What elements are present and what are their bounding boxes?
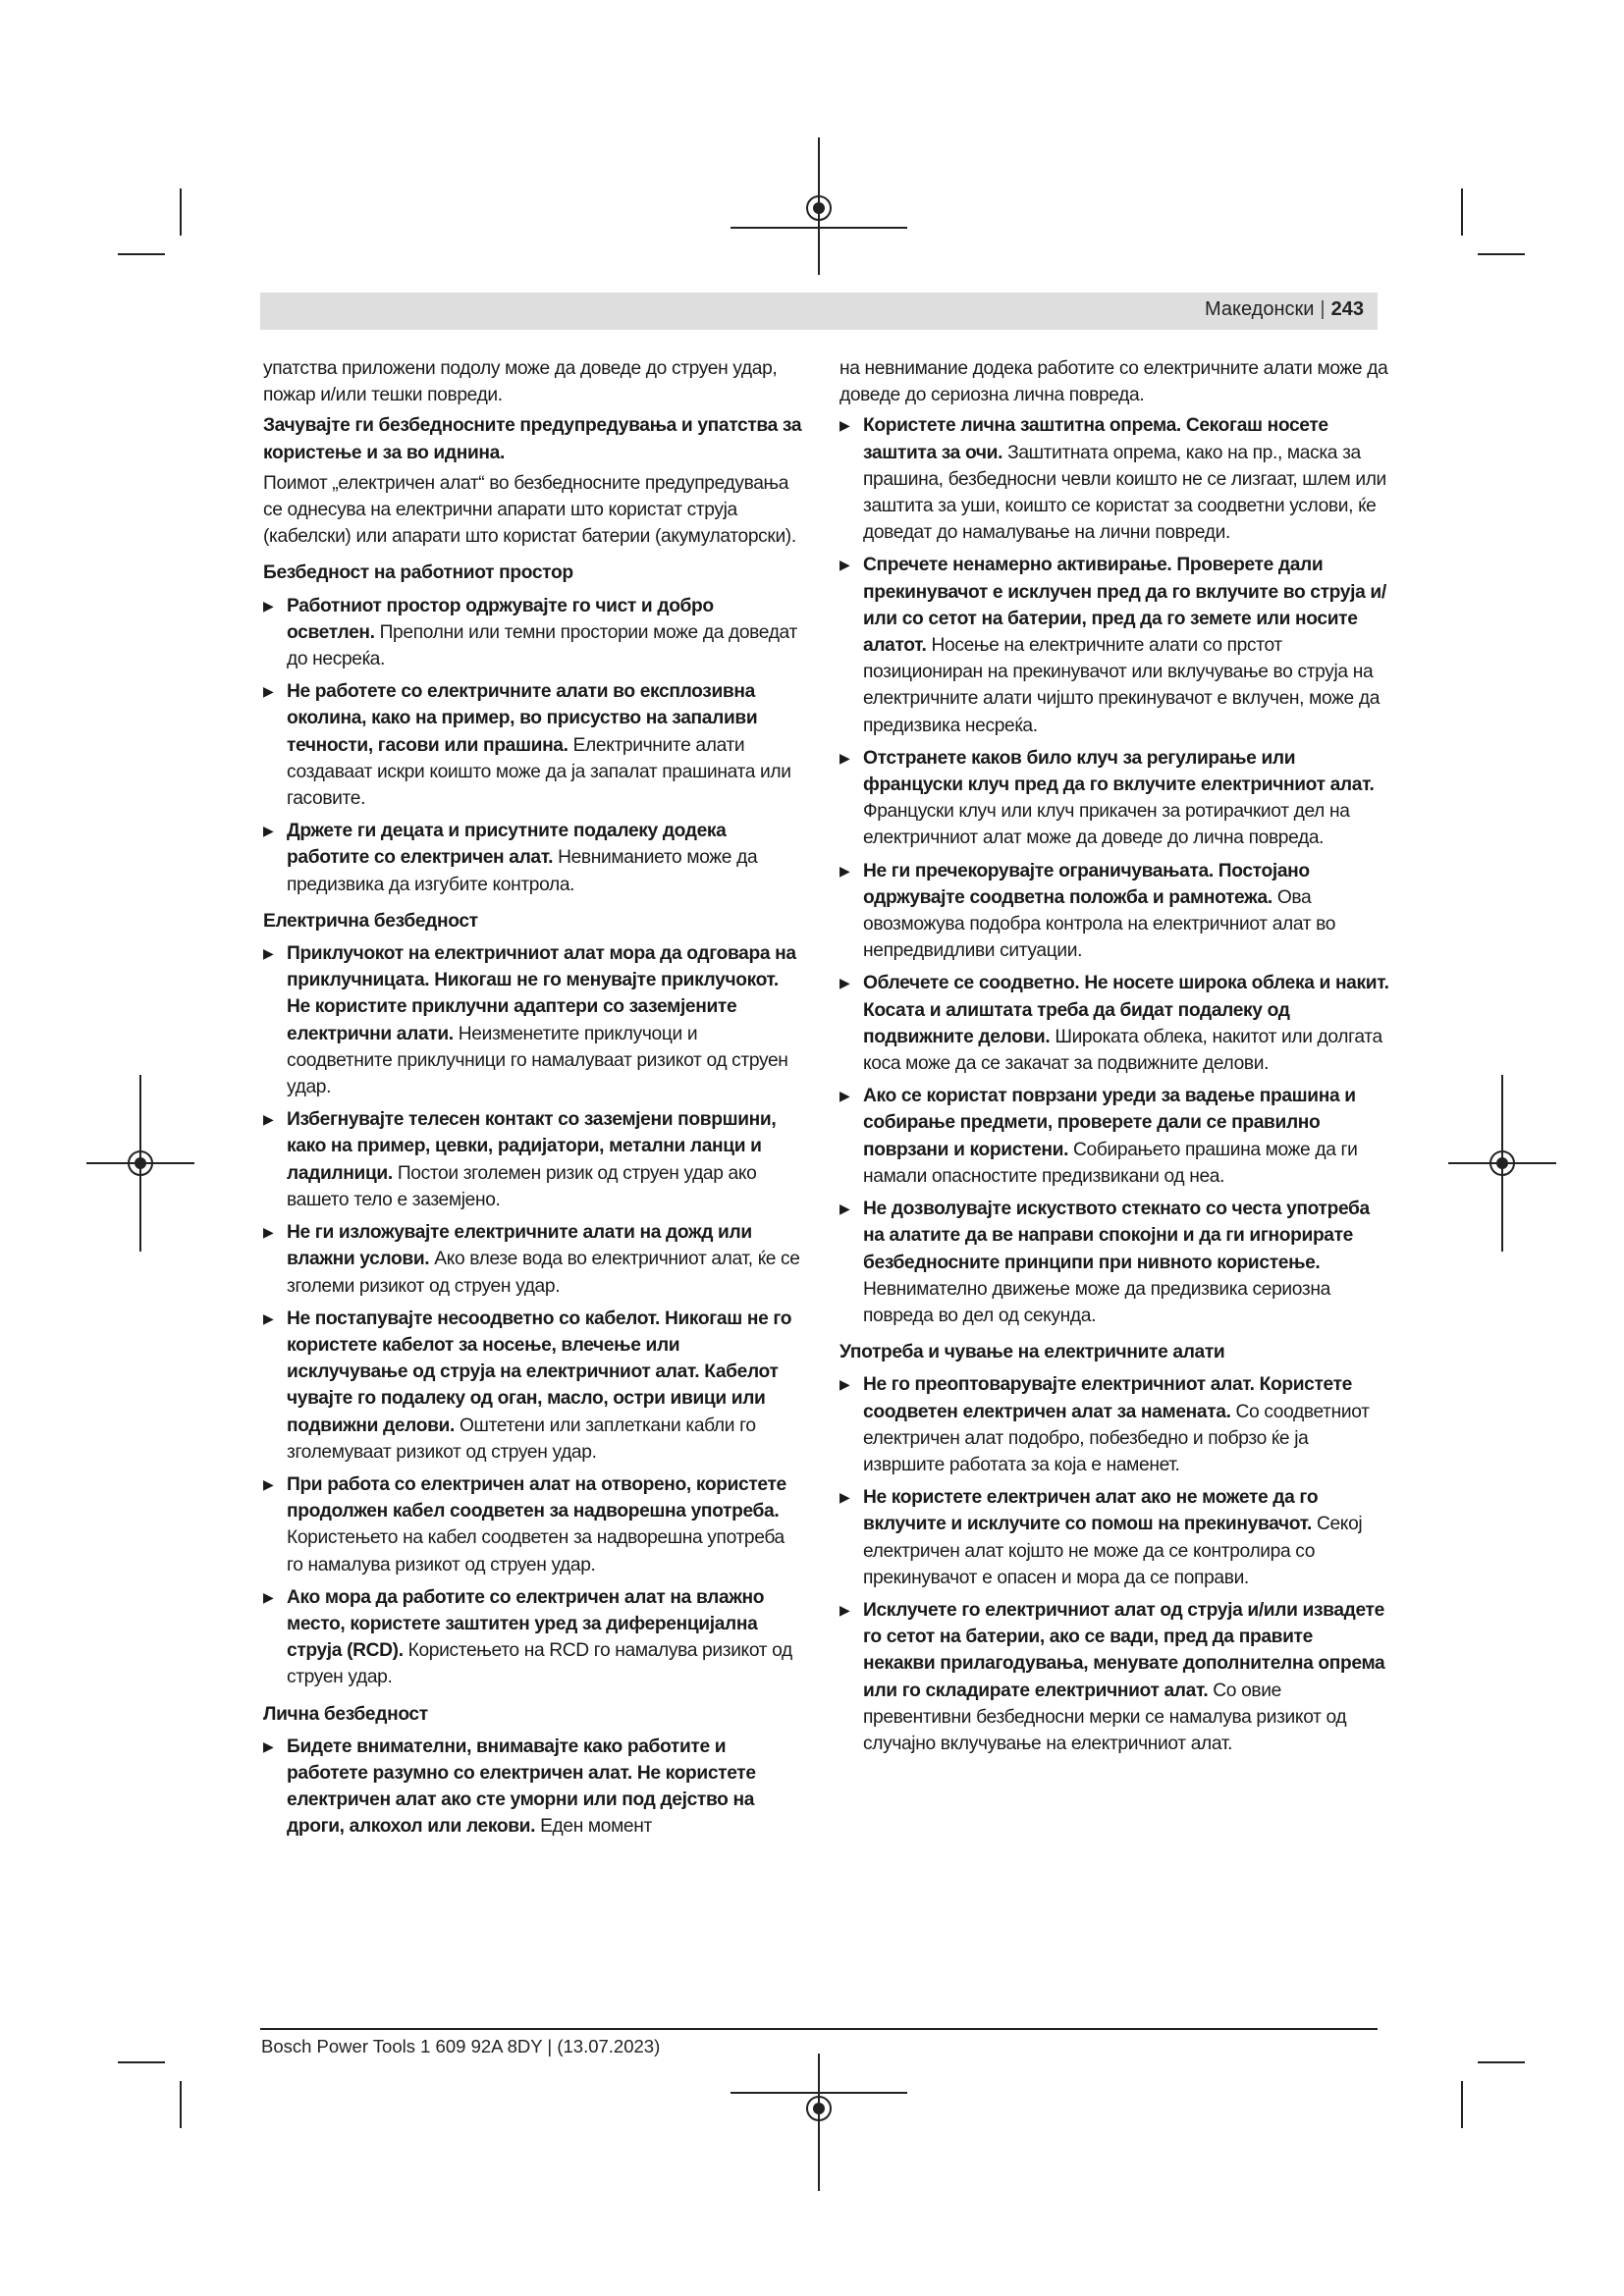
item-bold: Исклучете го електричниот алат од струја и/или извадете го сетот на батерии, ако се вади, пред да правите некакви прилагодувања, менувате дополнителна опрема или го складирате електричниот алат.: [863, 1599, 1385, 1701]
electrical-safety-list: [263, 940, 805, 1690]
section-title-work-area: Безбедност на работниот простор: [263, 562, 573, 584]
list-item: [839, 745, 1389, 852]
item-bold: При работа со електричен алат на отворено, користете продолжен кабел соодветен за надворешна употреба.: [287, 1473, 786, 1522]
item-text: Широката облека, накитот или долгата коса може да се закачат за подвижните делови.: [863, 1026, 1382, 1075]
personal-safety-list-continued: [839, 412, 1389, 1329]
item-bold: Користете лична заштитна опрема. Секогаш носете заштита за очи.: [863, 415, 1328, 463]
item-text: Заштитната опрема, како на пр., маска за прашина, безбедносни чевли коишто не се лизгаат, шлем или заштита за уши, коишто се користат за соодветни услови, ќе доведат до намалување на лични повреди.: [863, 442, 1386, 544]
item-text: Електричните алати создаваат искри коишто може да ја запалат прашината или гасовите.: [287, 734, 791, 810]
item-bold: Не го преоптоварувајте електричниот алат. Користете соодветен електричен алат за намената.: [863, 1374, 1352, 1422]
list-item: [263, 593, 805, 673]
item-text: Носење на електричните алати со прстот позициониран на прекинувачот или вклучување во струја на електричните алати чијшто прекинувачот е вклучен, може да предизвика несреќа.: [863, 635, 1380, 736]
crop-mark: [118, 253, 165, 255]
term-definition-text: Поимот „електричен алат“ во безбедносните предупредувања се однесува на електрични апарати што користат струја (кабелски) или апарати што користат батерии (акумулаторски).: [263, 472, 796, 548]
item-bold: Облечете се соодветно. Не носете широка облека и накит. Косата и алиштата треба да бидат подалеку од подвижните делови.: [863, 973, 1389, 1047]
item-text: Собирањето прашина може да ги намали опасностите предизвикани од неа.: [863, 1139, 1358, 1187]
item-bold: Приклучокот на електричниот алат мора да одговара на приклучницата. Никогаш не го менувајте приклучокот. Не користите приклучни адаптери со заземјените електрични алати.: [287, 943, 796, 1044]
right-column: [839, 355, 1389, 1763]
item-bold: Не дозволувајте искуството стекнато со честа употреба на алатите да ве направи спокојни и да ги игнорирате безбедносните принципи при нивното користење.: [863, 1199, 1370, 1273]
item-bold: Ако мора да работите со електричен алат на влажно место, користете заштитен уред за диференцијална струја (RCD).: [287, 1586, 765, 1662]
list-item: [263, 1584, 805, 1691]
list-item: [263, 1306, 805, 1466]
personal-safety-list: [263, 1734, 805, 1841]
crop-mark: [1461, 188, 1463, 236]
header-separator: |: [1320, 298, 1326, 320]
list-item: [263, 1734, 805, 1841]
list-item: [839, 1083, 1389, 1190]
registration-mark-icon: [731, 2054, 907, 2191]
left-column: [263, 355, 805, 1846]
item-bold: Не користете електричен алат ако не можете да го вклучите и исклучите со помош на прекинувачот.: [863, 1487, 1319, 1535]
list-item: [839, 1371, 1389, 1478]
registration-mark-icon: [1448, 1075, 1556, 1252]
list-item: [839, 858, 1389, 965]
item-text: Постои зголемен ризик од струен удар ако вашето тело е заземјено.: [287, 1162, 757, 1210]
crop-mark: [180, 188, 182, 236]
list-item: [839, 1196, 1389, 1329]
item-bold: Избегнувајте телесен контакт со заземјени површини, како на пример, цевки, радијатори, метални ланци и ладилници.: [287, 1109, 777, 1184]
list-item: [839, 970, 1389, 1077]
list-item: [263, 1106, 805, 1213]
list-item: [839, 552, 1389, 738]
list-item: [839, 1484, 1389, 1591]
registration-mark-icon: [86, 1075, 194, 1252]
item-bold: Отстранете каков било клуч за регулирање или француски клуч пред да го вклучите електричниот алат.: [863, 747, 1375, 796]
item-bold: Не работете со електричните алати во експлозивна околина, како на пример, во присуство на запаливи течности, гасови или прашина.: [287, 681, 758, 756]
item-text: Преполни или темни простории може да доведат до несреќа.: [287, 621, 797, 670]
registration-mark-icon: [731, 137, 907, 275]
list-item: [263, 678, 805, 812]
item-bold: Спречете ненамерно активирање. Проверете дали прекинувачот е исклучен пред да го вклучите во струја и/или со сетот на батерии, пред да го земете или носите алатот.: [863, 555, 1386, 657]
item-text: Користењето на RCD го намалува ризикот од струен удар.: [287, 1640, 792, 1688]
list-item: [839, 412, 1389, 546]
crop-mark: [1478, 2061, 1525, 2063]
section-title-electrical-safety: Електрична безбедност: [263, 910, 478, 932]
item-text: Ако влезе вода во електричниот алат, ќе се зголеми ризикот од струен удар.: [287, 1249, 800, 1297]
item-text: Оштетени или заплеткани кабли го зголемуваат ризикот од струен удар.: [287, 1415, 756, 1463]
item-bold: Држете ги децата и присутните подалеку додека работите со електричен алат.: [287, 821, 727, 869]
list-item: [263, 1219, 805, 1300]
header-language: Македонски: [1204, 298, 1315, 320]
item-text: Секој електричен алат којшто не може да се контролира со прекинувачот е опасен и мора да се поправи.: [863, 1514, 1363, 1588]
footer-rule: [260, 2028, 1378, 2030]
footer-text: Bosch Power Tools 1 609 92A 8DY | (13.07.2023): [261, 2036, 661, 2056]
item-text: Со соодветниот електричен алат подобро, побезбедно и побрзо ќе ја извршите работата за која е наменет.: [863, 1401, 1370, 1475]
item-text: Еден момент: [540, 1816, 652, 1838]
list-item: [263, 1471, 805, 1578]
crop-mark: [180, 2081, 182, 2128]
item-text: Со овие превентивни безбедносни мерки се намалува ризикот од случајно вклучување на електричниот алат.: [863, 1680, 1347, 1754]
tool-use-list: [839, 1371, 1389, 1757]
item-bold: Работниот простор одржувајте го чист и добро осветлен.: [287, 595, 714, 643]
item-text: Ова овозможува подобра контрола на електричниот алат во непредвидливи ситуации.: [863, 886, 1336, 962]
crop-mark: [1461, 2081, 1463, 2128]
crop-mark: [1478, 253, 1525, 255]
header-text: [1205, 298, 1364, 321]
item-bold: Не постапувајте несоодветно со кабелот. Никогаш не го користете кабелот за носење, влечење или исклучување од струја на електричниот алат. Кабелот чувајте го подалеку од оган, масло, остри ивици или подвижни делови.: [287, 1308, 792, 1436]
item-text: Неизменетите приклучоци и соодветните приклучници го намалуваат ризикот од струен удар.: [287, 1023, 788, 1098]
continuation-text: на невнимание додека работите со електричните алати може да доведе до сериозна лична повреда.: [839, 358, 1388, 406]
section-title-personal-safety: Лична безбедност: [263, 1703, 428, 1725]
item-bold: Не ги пречекорувајте ограничувањата. Постојано одржувајте соодветна положба и рамнотежа.: [863, 860, 1310, 908]
list-item: [263, 818, 805, 898]
page-header: [260, 293, 1378, 330]
item-bold: Бидете внимателни, внимавајте како работите и работете разумно со електричен алат. Не користете електричен алат ако сте уморни или под дејство на дроги, алкохол или лекови.: [287, 1735, 756, 1838]
section-title-tool-use: Употреба и чување на електричните алати: [839, 1342, 1225, 1363]
item-text: Користењето на кабел соодветен за надворешна употреба го намалува ризикот од струен удар.: [287, 1527, 785, 1575]
item-text: Француски клуч или клуч прикачен за ротирачкиот дел на електричниот алат може да доведе до лична повреда.: [863, 801, 1350, 849]
item-bold: Ако се користат поврзани уреди за вадење прашина и собирање предмети, проверете дали се правилно поврзани и користени.: [863, 1086, 1356, 1160]
item-text: Невнимателно движење може да предизвика сериозна повреда во дел од секунда.: [863, 1278, 1330, 1326]
keep-instructions-heading: Зачувајте ги безбедносните предупредувања и упатства за користење и за во иднина.: [263, 415, 802, 463]
page-number: 243: [1330, 298, 1364, 320]
item-bold: Не ги изложувајте електричните алати на дожд или влажни услови.: [287, 1222, 752, 1270]
intro-text: упатства приложени подолу може да доведе до струен удар, пожар и/или тешки повреди.: [263, 358, 778, 406]
list-item: [263, 940, 805, 1100]
list-item: [839, 1597, 1389, 1757]
item-text: Невниманието може да предизвика да изгубите контрола.: [287, 847, 758, 895]
crop-mark: [118, 2061, 165, 2063]
work-area-list: [263, 593, 805, 898]
